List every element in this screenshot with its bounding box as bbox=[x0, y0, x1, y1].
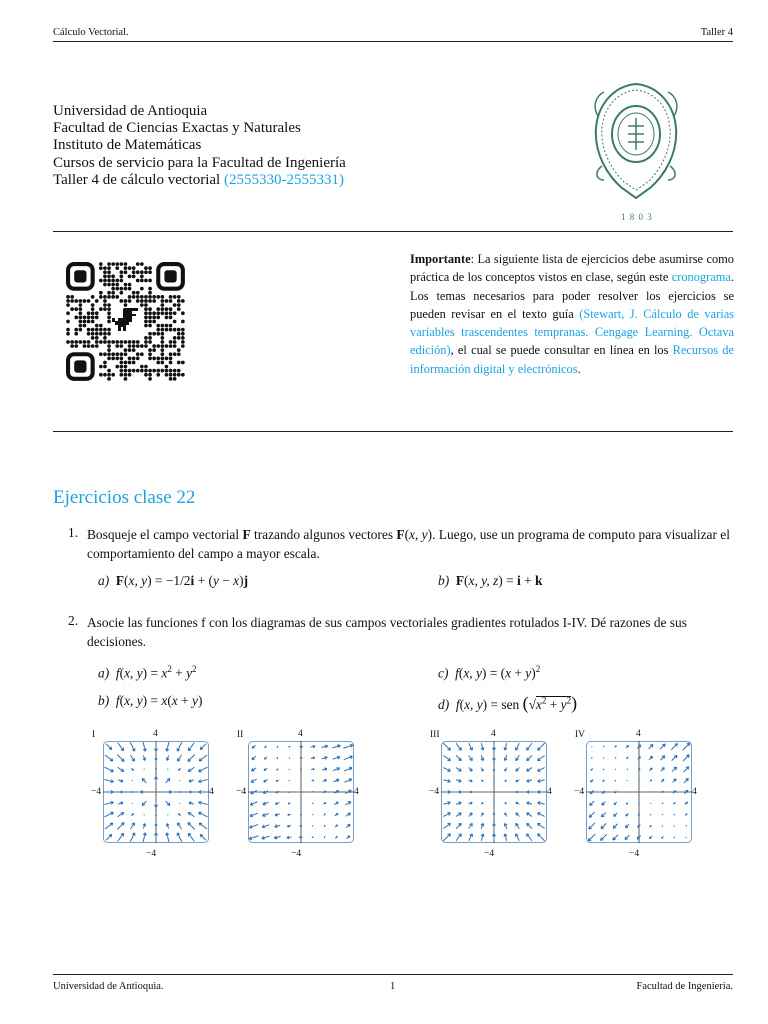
important-note: Importante: La siguiente lista de ejercicios debe asumirse como práctica de los conceptos vistos en clase, según este cronograma. Los temas necesarios para poder resolver los ejercicios se pueden revisar en el texto guía (Stewart, J. Cálculo de varias variables trascendentes tempranas. Cengage Learning. Octava edición), el cual se puede consultar en línea en los Recursos de información digital y electrónicos. bbox=[410, 252, 735, 376]
plot-i-tick-left: −4 bbox=[91, 787, 102, 797]
problem-1b: b) F(x, y, z) = i + k bbox=[438, 573, 543, 588]
middle-rule bbox=[53, 431, 733, 432]
plot-i-tick-bottom: −4 bbox=[146, 849, 157, 859]
plot-iii-tick-left: −4 bbox=[429, 787, 440, 797]
institution-institute: Instituto de Matemáticas bbox=[53, 137, 202, 154]
plot-i-tick-right: 4 bbox=[209, 787, 214, 797]
problem-2-number: 2. bbox=[68, 613, 79, 628]
footer-right: Facultad de Ingeniería. bbox=[636, 981, 733, 992]
plot-label-iv: IV bbox=[575, 730, 586, 740]
plot-iii-tick-right: 4 bbox=[547, 787, 552, 797]
plot-iv-tick-right: 4 bbox=[692, 787, 697, 797]
institution-university: Universidad de Antioquia bbox=[53, 103, 208, 119]
course-code-link[interactable]: (2555330-2555331) bbox=[223, 171, 344, 188]
problem-1a: a) F(x, y) = −1/2i + (y − x)j bbox=[98, 573, 249, 588]
vector-field-plot-iv bbox=[586, 741, 692, 843]
plot-i-tick-top: 4 bbox=[153, 729, 158, 739]
digital-resources-link[interactable]: Recursos de información digital y electrónicos bbox=[410, 343, 734, 376]
section-title: Ejercicios clase 22 bbox=[53, 487, 196, 508]
problem-2b: b) f(x, y) = x(x + y) bbox=[98, 693, 203, 708]
footer-left: Universidad de Antioquia. bbox=[53, 981, 164, 992]
footer-rule bbox=[53, 974, 733, 975]
plot-label-iii: III bbox=[430, 730, 440, 740]
problem-1-text: Bosqueje el campo vectorial F trazando algunos vectores F(x, y). Luego, use un programa de computo para visualizar el comportamiento del campo a mayor escala. bbox=[87, 527, 730, 561]
important-label: Importante bbox=[410, 252, 471, 266]
plot-ii-tick-bottom: −4 bbox=[291, 849, 302, 859]
institution-taller: Taller 4 de cálculo vectorial (2555330-2555331) bbox=[53, 171, 344, 188]
header-left: Cálculo Vectorial. bbox=[53, 27, 129, 38]
plot-ii-tick-left: −4 bbox=[236, 787, 247, 797]
plot-iii-tick-top: 4 bbox=[491, 729, 496, 739]
problem-2-text: Asocie las funciones f con los diagramas de sus campos vectoriales gradientes rotulados I-IV. Dé razones de sus decisiones. bbox=[87, 615, 687, 649]
vector-field-plot-iii bbox=[441, 741, 547, 843]
cronograma-link[interactable]: cronograma bbox=[671, 270, 731, 285]
header-right: Taller 4 bbox=[700, 27, 733, 38]
problem-2c: c) f(x, $y) = (x + y)^2$ bbox=[438, 664, 541, 681]
plot-label-ii: II bbox=[237, 730, 244, 740]
seal-year: 1 8 0 3 bbox=[621, 212, 653, 222]
plot-ii-tick-top: 4 bbox=[298, 729, 303, 739]
institution-block bbox=[53, 103, 346, 189]
university-seal-icon bbox=[588, 76, 684, 206]
problem-2d: d) f(x, y) = sen $(√x^2 + y^2)$ bbox=[438, 693, 578, 713]
header-rule bbox=[53, 41, 733, 42]
vector-field-plot-ii bbox=[248, 741, 354, 843]
top-rule bbox=[53, 231, 733, 232]
vector-field-plot-i bbox=[103, 741, 209, 843]
institution-courses: Cursos de servicio para la Facultad de Ingeniería bbox=[53, 154, 346, 171]
page-number: 1 bbox=[390, 981, 396, 992]
qr-code-icon[interactable] bbox=[66, 262, 186, 387]
textbook-link[interactable]: (Stewart, J. Cálculo de varias variables trascendentes tempranas. Cengage Learning. Octava edición) bbox=[410, 306, 735, 358]
plot-iii-tick-bottom: −4 bbox=[484, 849, 495, 859]
problem-2a: a) f(x, $y) = x^2 + y^2$ bbox=[98, 664, 197, 681]
plot-label-i: I bbox=[92, 730, 96, 740]
plot-iv-tick-left: −4 bbox=[574, 787, 585, 797]
plot-iv-tick-top: 4 bbox=[636, 729, 641, 739]
institution-faculty: Facultad de Ciencias Exactas y Naturales bbox=[53, 120, 301, 137]
plot-ii-tick-right: 4 bbox=[354, 787, 359, 797]
problem-1-number: 1. bbox=[68, 525, 79, 540]
plot-iv-tick-bottom: −4 bbox=[629, 849, 640, 859]
